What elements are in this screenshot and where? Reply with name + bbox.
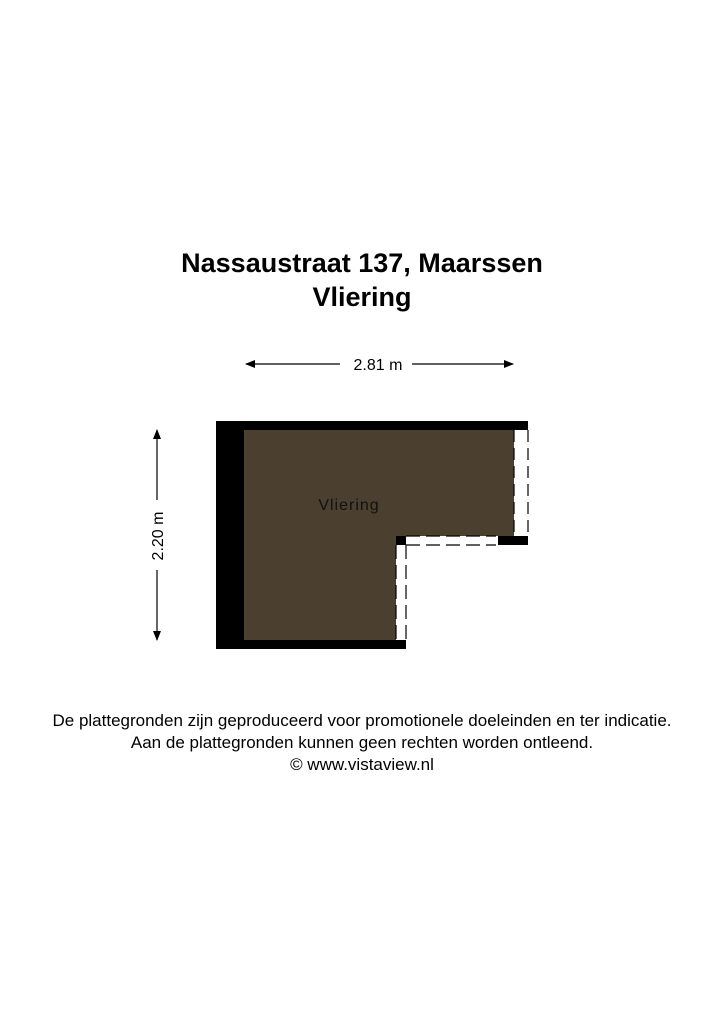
depth-dimension bbox=[150, 430, 167, 640]
inner-top-opening bbox=[406, 536, 496, 545]
inner-side-opening bbox=[396, 545, 406, 640]
disclaimer-line-2: Aan de plattegronden kunnen geen rechten worden ontleend. bbox=[130, 733, 594, 752]
disclaimer-line-1: De plattegronden zijn geproduceerd voor promotionele doeleinden en ter indicatie. bbox=[52, 711, 672, 730]
copyright-link[interactable]: © www.vistaview.nl bbox=[290, 755, 434, 774]
right-opening bbox=[514, 430, 528, 536]
width-dimension bbox=[246, 357, 513, 374]
disclaimer bbox=[0, 710, 724, 776]
depth-dimension-label: 2.20 m bbox=[150, 511, 167, 561]
room-floor bbox=[244, 430, 514, 640]
floor-name: Vliering bbox=[312, 282, 412, 312]
width-dimension-label: 2.81 m bbox=[353, 357, 403, 374]
room-label: Vliering bbox=[318, 497, 380, 514]
property-address: Nassaustraat 137, Maarssen bbox=[181, 248, 543, 278]
